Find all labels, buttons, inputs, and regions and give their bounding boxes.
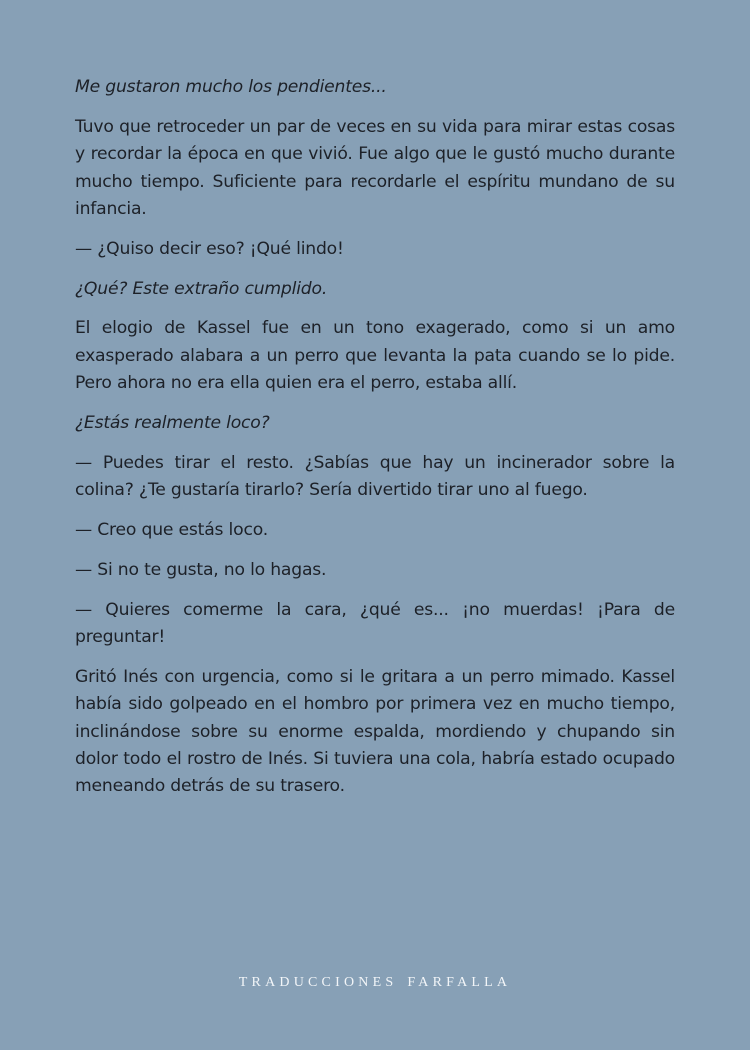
- translator-credit-footer: [0, 975, 750, 991]
- dialogue-paragraph: — Si no te gusta, no lo hagas.: [75, 559, 327, 580]
- inner-thought-paragraph: Me gustaron mucho los pendientes...: [75, 77, 387, 97]
- narration-paragraph: Gritó Inés con urgencia, como si le gritara a un perro mimado. Kassel había sido golpeado en el hombro por primera vez en mucho tiempo, inclinándose sobre su enorme espalda, mordiendo y chupando sin dolor todo el rostro de Inés. Si tuviera una cola, habría estado ocupado meneando detrás de su trasero.: [75, 666, 675, 797]
- footer-word-traducciones: TRADUCCIONES: [238, 975, 398, 990]
- dialogue-paragraph: — Puedes tirar el resto. ¿Sabías que hay un incinerador sobre la colina? ¿Te gustaría tirarlo? Sería divertido tirar uno al fuego.: [75, 452, 675, 501]
- dialogue-paragraph: — Creo que estás loco.: [75, 520, 268, 541]
- dialogue-paragraph: — ¿Quiso decir eso? ¡Qué lindo!: [75, 238, 344, 259]
- narration-paragraph: Tuvo que retroceder un par de veces en su vida para mirar estas cosas y recordar la época en que vivió. Fue algo que le gustó mucho durante mucho tiempo. Suficiente para recordarle el espíritu mundano de su infancia.: [75, 116, 675, 220]
- inner-thought-paragraph: ¿Estás realmente loco?: [75, 413, 270, 434]
- dialogue-paragraph: — Quieres comerme la cara, ¿qué es... ¡no muerdas! ¡Para de preguntar!: [75, 599, 675, 648]
- inner-thought-paragraph: ¿Qué? Este extraño cumplido.: [75, 278, 328, 299]
- narration-paragraph: El elogio de Kassel fue en un tono exagerado, como si un amo exasperado alabara a un perro que levanta la pata cuando se lo pide. Pero ahora no era ella quien era el perro, estaba allí.: [75, 318, 675, 394]
- footer-word-farfalla: FARFALLA: [407, 975, 512, 990]
- page-body: [75, 74, 675, 813]
